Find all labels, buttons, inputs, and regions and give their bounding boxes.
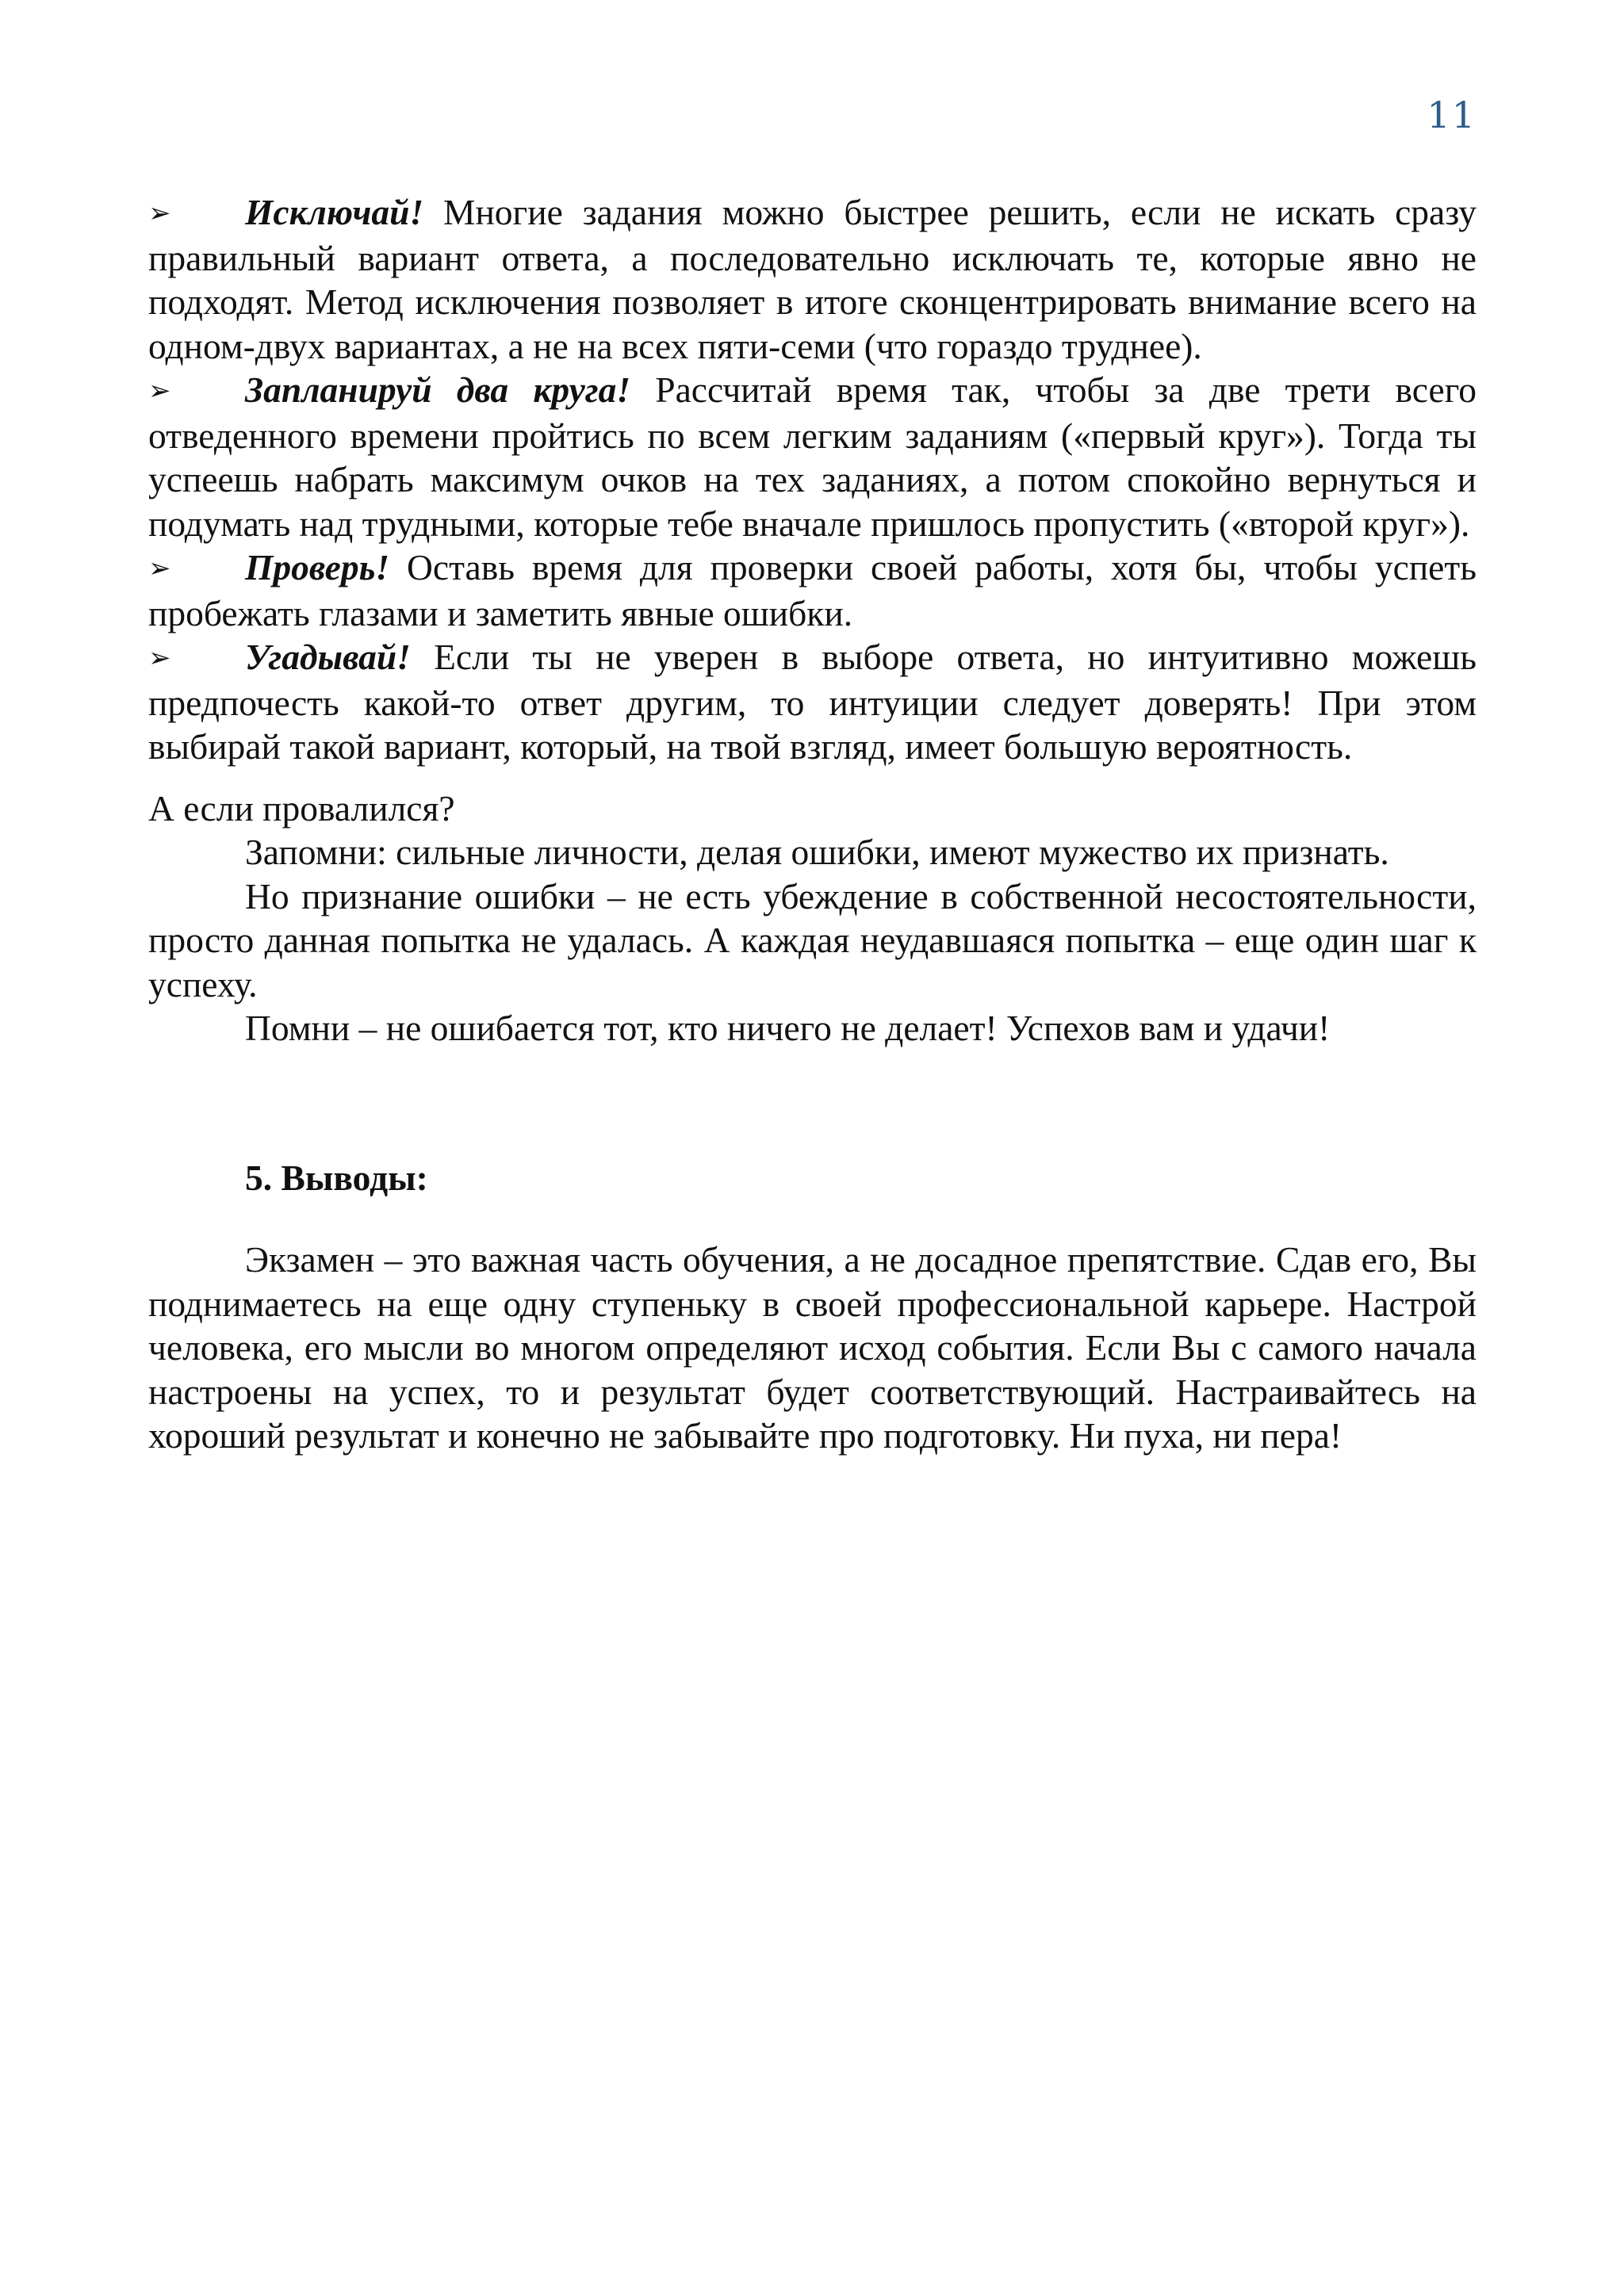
tip-two-rounds <box>148 368 1477 545</box>
failure-paragraph: Но признание ошибки – не есть убеждение в собственной несостоятельности, просто данная попытка не удалась. А каждая неудавшаяся попытка – еще один шаг к успеху. <box>148 875 1477 1004</box>
failure-paragraph: Запомни: сильные личности, делая ошибки, имеют мужество их признать. <box>245 832 1389 872</box>
tip-check <box>148 545 1477 635</box>
tip-text: Рассчитай время так, чтобы за две трети всего отведенного времени пройтись по всем легким заданиям («первый круг»). Тогда ты успеешь набрать максимум очков на тех заданиях, а потом спокойно вернуться и подумать над трудными, которые тебе вначале пришлось пропустить («второй круг»). <box>148 369 1477 544</box>
tip-text: Если ты не уверен в выборе ответа, но интуитивно можешь предпочесть какой-то ответ другим, то интуиции следует доверять! При этом выбирай такой вариант, который, на твой взгляд, имеет большую вероятность. <box>148 637 1477 767</box>
tip-title: Угадывай! <box>245 637 411 677</box>
tip-exclude <box>148 190 1477 368</box>
conclusions-paragraph: Экзамен – это важная часть обучения, а не досадное препятствие. Сдав его, Вы поднимаетесь на еще одну ступеньку в своей профессиональной карьере. Настрой человека, его мысли во многом определяют исход события. Если Вы с самого начала настроены на успех, то и результат будет соответствующий. Настраивайтесь на хороший результат и конечно не забывайте про подготовку. Ни пуха, ни пера! <box>148 1239 1477 1456</box>
page-body <box>148 190 1477 1458</box>
arrow-bullet-icon: ➢ <box>148 553 171 584</box>
failure-paragraph: Помни – не ошибается тот, кто ничего не делает! Успехов вам и удачи! <box>245 1008 1331 1048</box>
arrow-bullet-icon: ➢ <box>148 197 171 229</box>
tip-title: Исключай! <box>245 192 424 232</box>
tip-title: Проверь! <box>245 547 390 587</box>
arrow-bullet-icon: ➢ <box>148 375 171 407</box>
arrow-bullet-icon: ➢ <box>148 642 171 674</box>
failure-question: А если провалился? <box>148 787 455 828</box>
tip-title: Запланируй два круга! <box>245 369 631 410</box>
tip-guess <box>148 635 1477 769</box>
tip-text: Многие задания можно быстрее решить, если не искать сразу правильный вариант ответа, а последовательно исключать те, которые явно не подходят. Метод исключения позволяет в итоге сконцентрировать внимание всего на одном-двух вариантах, а не на всех пяти-семи (что гораздо труднее). <box>148 192 1477 366</box>
section-heading: 5. Выводы: <box>245 1157 428 1198</box>
page-number: 11 <box>1427 94 1477 136</box>
tip-text: Оставь время для проверки своей работы, хотя бы, чтобы успеть пробежать глазами и заметить явные ошибки. <box>148 547 1477 633</box>
